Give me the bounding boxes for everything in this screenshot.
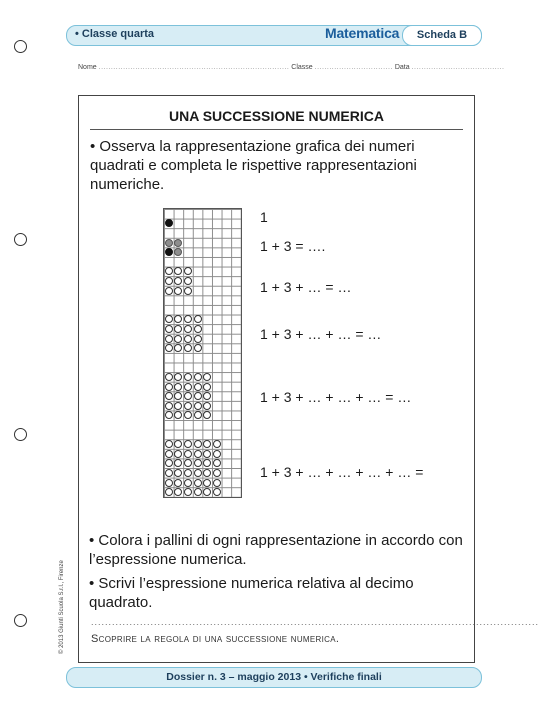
square-5-dot: [165, 392, 173, 400]
square-6-dot: [194, 450, 202, 458]
square-6-dot: [184, 459, 192, 467]
class-field[interactable]: ................................: [314, 64, 393, 71]
binder-hole-2: [14, 233, 27, 246]
square-6-dot: [203, 479, 211, 487]
square-3-dot: [165, 277, 173, 285]
name-field[interactable]: ..............................................................................: [98, 64, 290, 71]
square-5-dot: [194, 392, 202, 400]
square-5-dot: [184, 392, 192, 400]
square-3-dot: [165, 267, 173, 275]
page-footer: Dossier n. 3 – maggio 2013 • Verifiche finali: [66, 667, 482, 688]
square-6-dot: [194, 440, 202, 448]
class-label: Classe: [291, 64, 313, 71]
square-5-dot: [165, 402, 173, 410]
title-divider: [90, 129, 463, 130]
square-5-dot: [174, 383, 182, 391]
instruction-write: • Scrivi l’espressione numerica relativa al decimo quadrato.: [89, 575, 414, 611]
square-4-dot: [194, 325, 202, 333]
square-6-dot: [174, 440, 182, 448]
square-5-dot: [174, 411, 182, 419]
square-2-dot: [165, 239, 173, 247]
square-4-dot: [194, 335, 202, 343]
binder-hole-3: [14, 428, 27, 441]
square-5-dot: [203, 373, 211, 381]
square-6-dot: [203, 488, 211, 496]
square-6-dot: [213, 450, 221, 458]
date-label: Data: [394, 64, 410, 71]
square-5-dot: [165, 373, 173, 381]
square-5-dot: [194, 402, 202, 410]
square-5-dot: [203, 411, 211, 419]
sheet-badge: Scheda B: [402, 25, 482, 46]
square-3-dot: [184, 267, 192, 275]
square-5-dot: [203, 383, 211, 391]
class-level: • Classe quarta: [75, 28, 155, 40]
square-4-dot: [174, 325, 182, 333]
square-5-dot: [194, 411, 202, 419]
square-4-dot: [184, 325, 192, 333]
square-3-dot: [174, 277, 182, 285]
square-6-dot: [165, 479, 173, 487]
square-3-dot: [165, 287, 173, 295]
square-6-dot: [184, 450, 192, 458]
square-6-dot: [165, 459, 173, 467]
square-6-dot: [203, 440, 211, 448]
student-fields: [78, 64, 505, 71]
square-6-dot: [165, 488, 173, 496]
square-6-dot: [174, 479, 182, 487]
square-3-dot: [174, 267, 182, 275]
instruction-color: • Colora i pallini di ogni rappresentazione in accordo con l’espressione numerica.: [89, 532, 463, 568]
page-header: [66, 25, 482, 46]
square-6-dot: [194, 488, 202, 496]
square-6-dot: [165, 440, 173, 448]
binder-hole-1: [14, 40, 27, 53]
learning-objective: Scoprire la regola di una successione numerica.: [91, 633, 340, 645]
square-6-dot: [174, 469, 182, 477]
square-6-dot: [184, 440, 192, 448]
square-5-dot: [194, 373, 202, 381]
expression-2: 1 + 3 = ….: [260, 238, 326, 254]
expression-6: 1 + 3 + … + … + … + … =: [260, 464, 424, 480]
square-3-dot: [174, 287, 182, 295]
square-2-dot: [174, 248, 182, 256]
square-4-dot: [184, 344, 192, 352]
expression-4: 1 + 3 + … + … = …: [260, 326, 382, 342]
exercise-title: UNA SUCCESSIONE NUMERICA: [169, 108, 384, 124]
square-4-dot: [174, 344, 182, 352]
square-3-dot: [184, 287, 192, 295]
square-6-dot: [174, 459, 182, 467]
square-4-dot: [174, 335, 182, 343]
square-6-dot: [213, 469, 221, 477]
square-4-dot: [184, 335, 192, 343]
dot-grid: [163, 208, 242, 498]
square-4-dot: [194, 344, 202, 352]
square-4-dot: [165, 315, 173, 323]
answer-line[interactable]: ................................................................................................................................: [91, 617, 539, 627]
square-2-dot: [165, 248, 173, 256]
square-6-dot: [184, 488, 192, 496]
square-6-dot: [203, 459, 211, 467]
square-6-dot: [184, 479, 192, 487]
square-6-dot: [194, 469, 202, 477]
subject-title: Matematica: [325, 25, 400, 41]
square-6-dot: [213, 479, 221, 487]
square-4-dot: [165, 325, 173, 333]
square-5-dot: [184, 411, 192, 419]
square-6-dot: [213, 488, 221, 496]
square-6-dot: [213, 459, 221, 467]
expression-1: 1: [260, 209, 268, 225]
name-label: Nome: [78, 64, 97, 71]
square-4-dot: [165, 344, 173, 352]
square-1-dot: [165, 219, 173, 227]
square-6-dot: [203, 469, 211, 477]
square-5-dot: [203, 392, 211, 400]
square-4-dot: [184, 315, 192, 323]
square-5-dot: [203, 402, 211, 410]
square-6-dot: [184, 469, 192, 477]
square-5-dot: [184, 402, 192, 410]
square-4-dot: [174, 315, 182, 323]
square-6-dot: [203, 450, 211, 458]
square-5-dot: [174, 373, 182, 381]
square-6-dot: [194, 479, 202, 487]
square-4-dot: [165, 335, 173, 343]
instruction-observe: • Osserva la rappresentazione grafica dei numeri quadrati e completa le rispettive rappresentazioni numeriche.: [90, 138, 417, 193]
copyright-notice: © 2013 Giunti Scuola S.r.l., Firenze: [59, 560, 65, 654]
square-6-dot: [213, 440, 221, 448]
square-6-dot: [194, 459, 202, 467]
square-5-dot: [184, 383, 192, 391]
square-3-dot: [184, 277, 192, 285]
expression-3: 1 + 3 + … = …: [260, 279, 352, 295]
square-5-dot: [194, 383, 202, 391]
square-5-dot: [174, 402, 182, 410]
expression-5: 1 + 3 + … + … + … = …: [260, 389, 412, 405]
square-2-dot: [174, 239, 182, 247]
square-5-dot: [165, 411, 173, 419]
square-5-dot: [174, 392, 182, 400]
square-6-dot: [165, 450, 173, 458]
square-6-dot: [165, 469, 173, 477]
square-4-dot: [194, 315, 202, 323]
date-field[interactable]: ......................................: [411, 64, 505, 71]
square-5-dot: [165, 383, 173, 391]
binder-hole-4: [14, 614, 27, 627]
square-6-dot: [174, 450, 182, 458]
square-6-dot: [174, 488, 182, 496]
square-5-dot: [184, 373, 192, 381]
